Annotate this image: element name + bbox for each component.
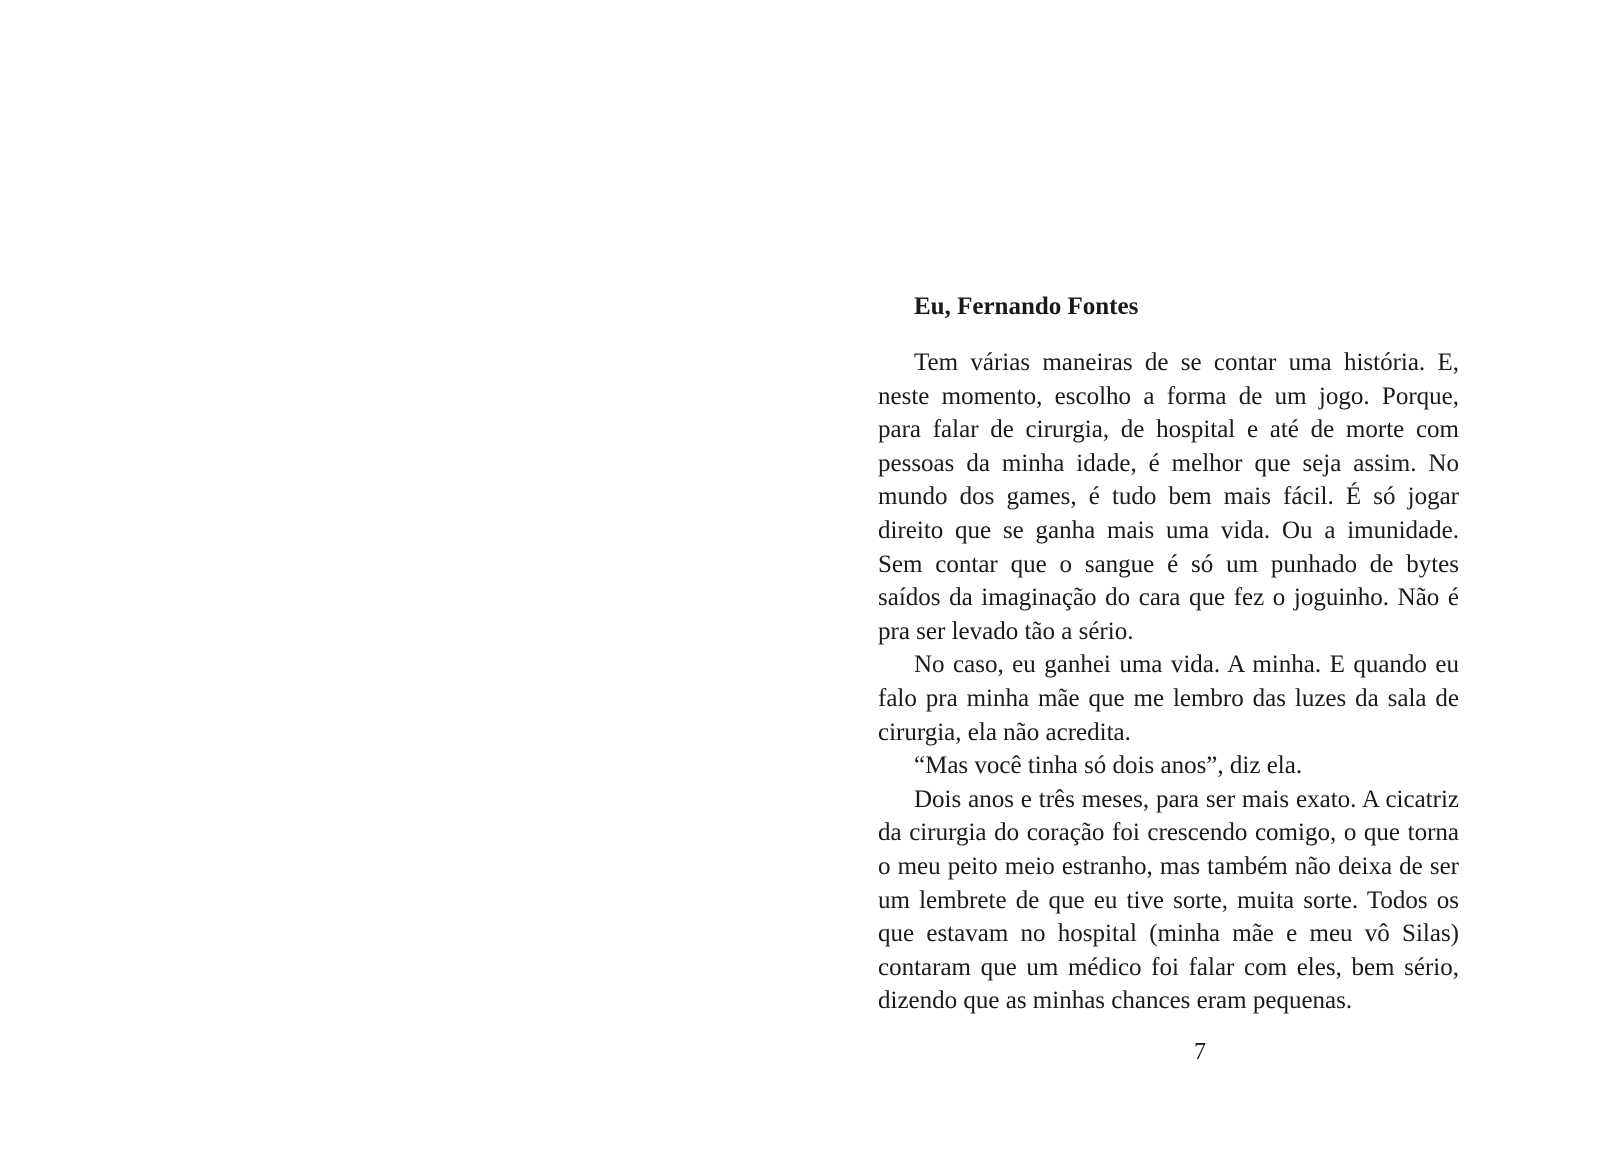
chapter-text-block [878, 290, 1459, 1018]
right-page [800, 0, 1600, 1163]
paragraph-1: Tem várias maneiras de se contar uma história. E, neste momento, escolho a forma de um jogo. Porque, para falar de cirurgia, de hospital e até de morte com pessoas da minha idade, é melhor que seja assim. No mundo dos games, é tudo bem mais fácil. É só jogar direito que se ganha mais uma vida. Ou a imunidade. Sem contar que o sangue é só um punhado de bytes saídos da imaginação do cara que fez o joguinho. Não é pra ser levado tão a sério. [878, 349, 1459, 645]
paragraph-3: “Mas você tinha só dois anos”, diz ela. [914, 752, 1303, 780]
page-number: 7 [1194, 1039, 1206, 1065]
chapter-title: Eu, Fernando Fontes [914, 293, 1139, 320]
paragraph-4: Dois anos e três meses, para ser mais exato. A cicatriz da cirurgia do coração foi crescendo comigo, o que torna o meu peito meio estranho, mas também não deixa de ser um lembrete de que eu tive sorte, muita sorte. Todos os que estavam no hospital (minha mãe e meu vô Silas) contaram que um médico foi falar com eles, bem sério, dizendo que as minhas chances eram pequenas. [878, 785, 1459, 1015]
paragraph-2: No caso, eu ganhei uma vida. A minha. E quando eu falo pra minha mãe que me lembro das luzes da sala de cirurgia, ela não acredita. [878, 651, 1459, 746]
